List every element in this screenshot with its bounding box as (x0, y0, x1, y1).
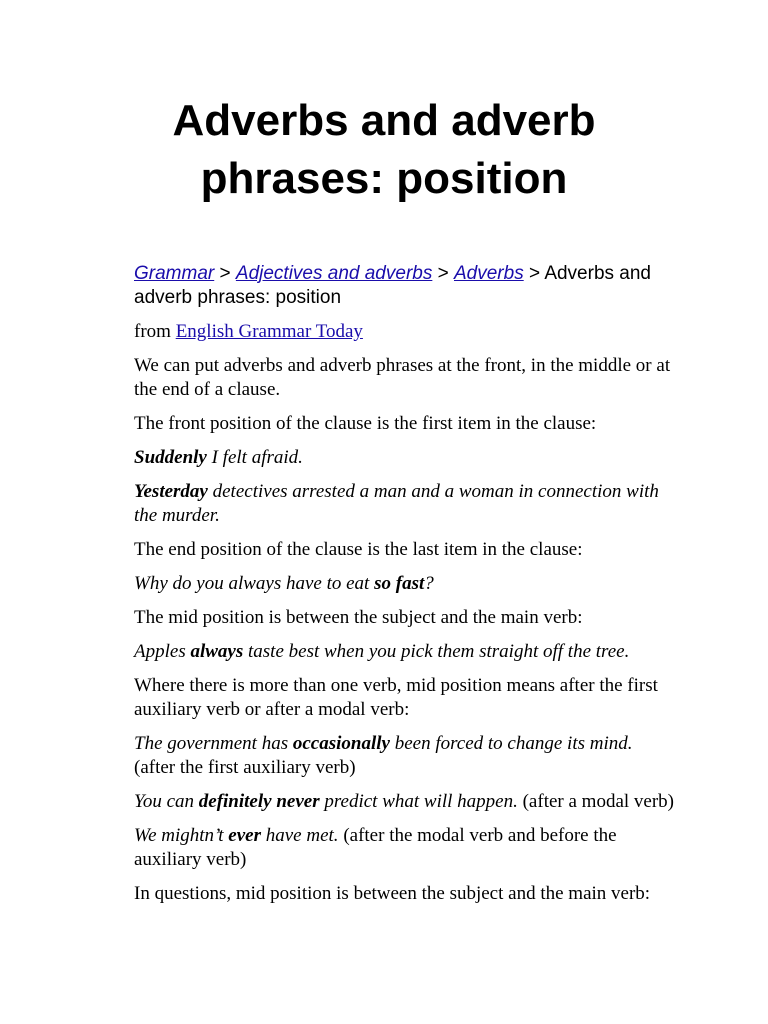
example-text: have met. (261, 825, 339, 846)
example-occasionally (134, 732, 674, 780)
example-text: predict what will happen. (319, 791, 518, 812)
example-yesterday (134, 480, 674, 528)
article-body (134, 262, 674, 916)
paragraph-front-position: The front position of the clause is the first item in the clause: (134, 413, 597, 434)
breadcrumb-separator: > (219, 263, 236, 284)
paragraph-questions: In questions, mid position is between the subject and the main verb: (134, 883, 651, 904)
example-text: detectives arrested a man and a woman in connection with the murder. (134, 481, 659, 526)
paragraph-mid-position: The mid position is between the subject and the main verb: (134, 607, 583, 628)
example-text: been forced to change its mind. (389, 733, 633, 754)
example-suddenly (134, 446, 674, 470)
breadcrumb-link-adjectives-and-adverbs[interactable]: Adjectives and adverbs (235, 263, 433, 284)
example-text: I felt afraid. (206, 447, 303, 468)
example-adverb: so fast (374, 573, 425, 594)
example-text: You can (134, 791, 199, 812)
example-so-fast (134, 572, 674, 596)
example-note: (after a modal verb) (517, 791, 674, 812)
title-line-1: Adverbs and adverb (172, 96, 596, 145)
example-adverb: occasionally (292, 733, 390, 754)
example-adverb: Yesterday (134, 481, 208, 502)
example-adverb: ever (228, 825, 261, 846)
source-prefix: from (134, 321, 171, 342)
breadcrumb-current: Adverbs and adverb phrases: position (134, 263, 651, 308)
breadcrumb (134, 262, 674, 310)
paragraph-end-position: The end position of the clause is the last item in the clause: (134, 539, 583, 560)
source-link[interactable]: English Grammar Today (175, 321, 363, 342)
example-ever (134, 824, 674, 872)
paragraph-more-than-one-verb: Where there is more than one verb, mid position means after the first auxiliary verb or after a modal verb: (134, 675, 658, 720)
example-text: Why do you always have to eat (134, 573, 375, 594)
example-adverb: Suddenly (134, 447, 207, 468)
page-title (0, 92, 768, 208)
example-text: We mightn’t (134, 825, 229, 846)
example-text: The government has (134, 733, 293, 754)
example-adverb: always (190, 641, 244, 662)
example-definitely-never (134, 790, 674, 814)
example-always (134, 640, 674, 664)
example-text: ? (424, 573, 434, 594)
breadcrumb-link-adverbs[interactable]: Adverbs (454, 263, 524, 284)
example-adverb: definitely never (198, 791, 320, 812)
example-text: Apples (134, 641, 191, 662)
breadcrumb-separator: > (437, 263, 454, 284)
example-note: (after the first auxiliary verb) (134, 757, 356, 778)
breadcrumb-link-grammar[interactable]: Grammar (134, 263, 215, 284)
example-text: taste best when you pick them straight off the tree. (243, 641, 630, 662)
title-line-2: phrases: position (200, 154, 568, 203)
breadcrumb-separator: > (528, 263, 545, 284)
paragraph-intro: We can put adverbs and adverb phrases at the front, in the middle or at the end of a clause. (134, 355, 671, 400)
example-note: (after the modal verb and before the auxiliary verb) (134, 825, 617, 870)
source-line (134, 320, 674, 344)
